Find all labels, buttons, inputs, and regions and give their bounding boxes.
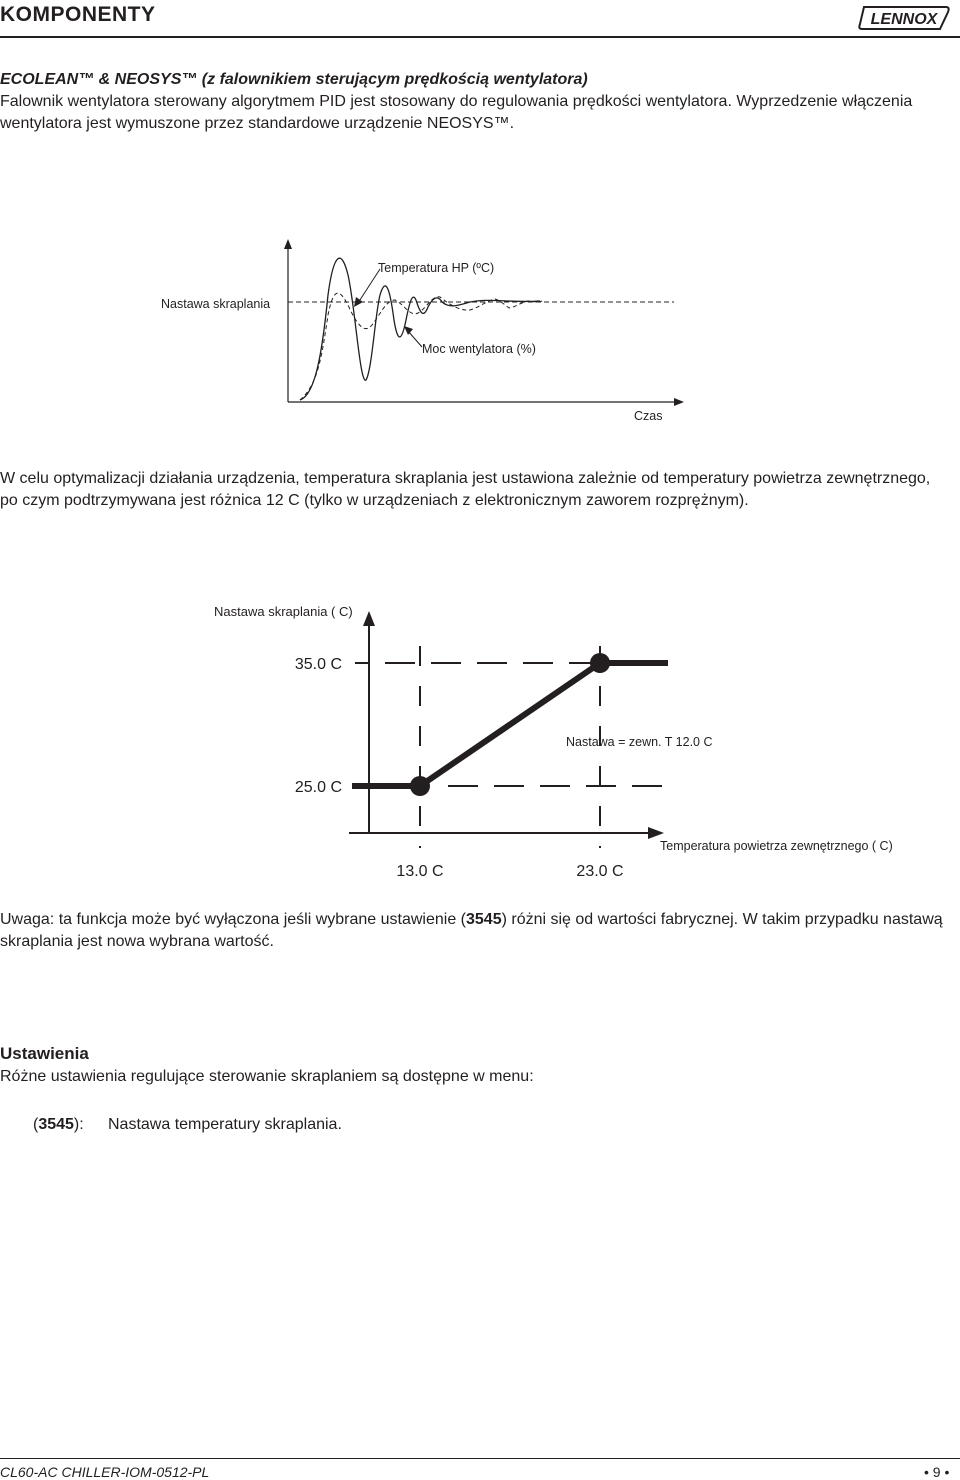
note-paragraph <box>0 909 960 953</box>
label-fan-power: Moc wentylatora (%) <box>422 342 536 356</box>
label-condensing-setpoint: Nastawa skraplania <box>161 297 271 311</box>
svg-text:LENNOX: LENNOX <box>870 11 938 28</box>
intro-heading: ECOLEAN™ & NEOSYS™ (z falownikiem sterującym prędkością wentylatora) <box>0 71 588 88</box>
fan-pointer-arrow <box>404 326 413 335</box>
temp-pointer-line <box>358 269 380 303</box>
intro-text-line1: Falownik wentylatora sterowany algorytmem PID jest stosowany do regulowania prędkości wentylatora. Wyprzedzenie włączenia <box>0 93 913 110</box>
temp-pointer-arrow <box>354 297 363 307</box>
paragraph-2-line2: po czym podtrzymywana jest różnica 12 C (tylko w urządzeniach z elektronicznym zaworem rozprężnym). <box>0 492 749 509</box>
footer-doc-id: CL60-AC CHILLER-IOM-0512-PL <box>0 1464 210 1480</box>
chart-y-label: Nastawa skraplania ( C) <box>214 604 353 619</box>
y-tick-label-35: 35.0 C <box>294 656 342 673</box>
paragraph-2-line1: W celu optymalizacji działania urządzenia, temperatura skraplania jest ustawiona zależnie od temperatury powietrza zewnętrznego, <box>0 470 931 487</box>
chart-annotation: Nastawa = zewn. T 12.0 C <box>566 735 713 749</box>
note-prefix: Uwaga: ta funkcja może być wyłączona jeśli wybrane ustawienie ( <box>0 911 466 928</box>
diagram1-y-arrow <box>284 239 292 249</box>
chart-y-arrow <box>363 611 375 626</box>
paragraph-2 <box>0 468 960 512</box>
fan-pointer-line <box>408 331 422 347</box>
setting-code: (3545): <box>33 1116 84 1133</box>
x-tick-label-23: 23.0 C <box>576 863 624 880</box>
lennox-logo <box>858 4 950 32</box>
label-hp-temperature: Temperatura HP (ºC) <box>378 261 495 275</box>
note-code: 3545 <box>466 911 502 928</box>
diagram1-x-arrow <box>674 398 684 406</box>
setting-code-number: 3545 <box>38 1116 74 1133</box>
hp-temperature-curve <box>300 258 540 400</box>
header-rule <box>0 36 960 38</box>
intro-section <box>0 69 960 135</box>
series-segment-rise <box>420 663 600 786</box>
pid-response-diagram <box>150 235 690 435</box>
settings-heading: Ustawienia <box>0 1044 89 1063</box>
y-tick-label-25: 25.0 C <box>294 779 342 796</box>
settings-description: Różne ustawienia regulujące sterowanie skraplaniem są dostępne w menu: <box>0 1068 534 1085</box>
footer-page-number: • 9 • <box>924 1464 950 1480</box>
setting-label: Nastawa temperatury skraplania. <box>108 1116 342 1133</box>
x-tick-label-13: 13.0 C <box>396 863 444 880</box>
intro-text-line2: wentylatora jest wymuszone przez standardowe urządzenie NEOSYS™. <box>0 115 515 132</box>
series-point-1 <box>590 653 610 673</box>
label-time: Czas <box>634 409 663 423</box>
setpoint-series <box>352 653 668 796</box>
footer-rule <box>0 1458 960 1459</box>
series-point-0 <box>410 776 430 796</box>
note-line1 <box>0 909 960 931</box>
page-header-title: KOMPONENTY <box>0 3 156 26</box>
chart-x-arrow <box>648 827 664 839</box>
note-line2: skraplania jest nowa wybrana wartość. <box>0 933 274 950</box>
setpoint-chart <box>190 598 920 888</box>
note-suffix: ) różni się od wartości fabrycznej. W takim przypadku nastawą <box>501 911 943 928</box>
chart-x-label: Temperatura powietrza zewnętrznego ( C) <box>660 839 893 853</box>
